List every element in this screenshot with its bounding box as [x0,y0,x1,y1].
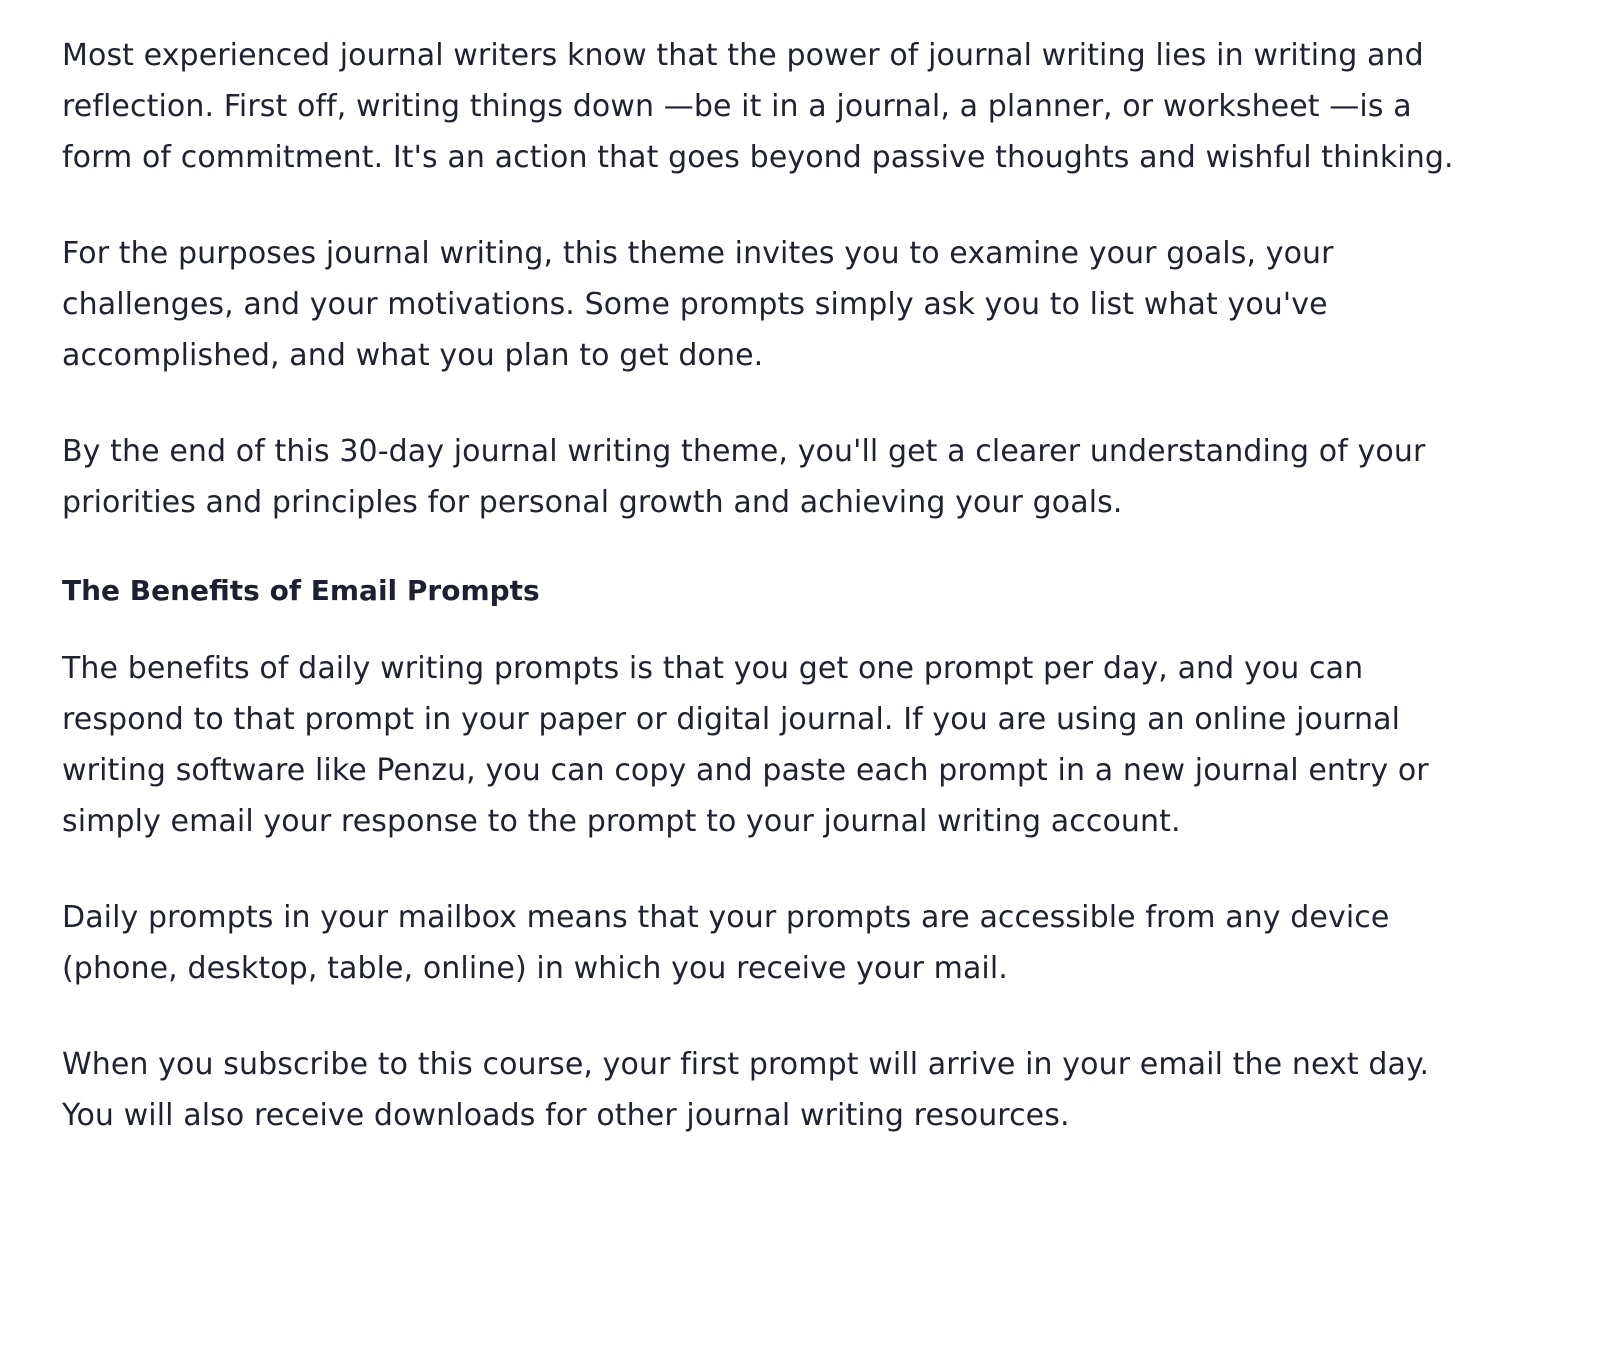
paragraph-theme-purpose: For the purposes journal writing, this theme invites you to examine your goals, your challenges, and your motivations. Some prompts simply ask you to list what you've accomplished, and what you plan to get done. [62,236,1334,373]
paragraph-subscribe: When you subscribe to this course, your first prompt will arrive in your email the next day. You will also receive downloads for other journal writing resources. [62,1047,1430,1133]
section-heading: The Benefits of Email Prompts [62,574,540,607]
article-body [62,30,1482,1186]
paragraph-mailbox-access: Daily prompts in your mailbox means that your prompts are accessible from any device (phone, desktop, table, online) in which you receive your mail. [62,900,1390,986]
paragraph-daily-prompts: The benefits of daily writing prompts is that you get one prompt per day, and you can respond to that prompt in your paper or digital journal. If you are using an online journal writing software like Penzu, you can copy and paste each prompt in a new journal entry or simply email your response to the prompt to your journal writing account. [62,651,1429,839]
paragraph-journal-power: Most experienced journal writers know that the power of journal writing lies in writing and reflection. First off, writing things down —be it in a journal, a planner, or worksheet —is a form of commitment. It's an action that goes beyond passive thoughts and wishful thinking. [62,38,1454,175]
paragraph-theme-outcome: By the end of this 30-day journal writing theme, you'll get a clearer understanding of your priorities and principles for personal growth and achieving your goals. [62,434,1426,520]
